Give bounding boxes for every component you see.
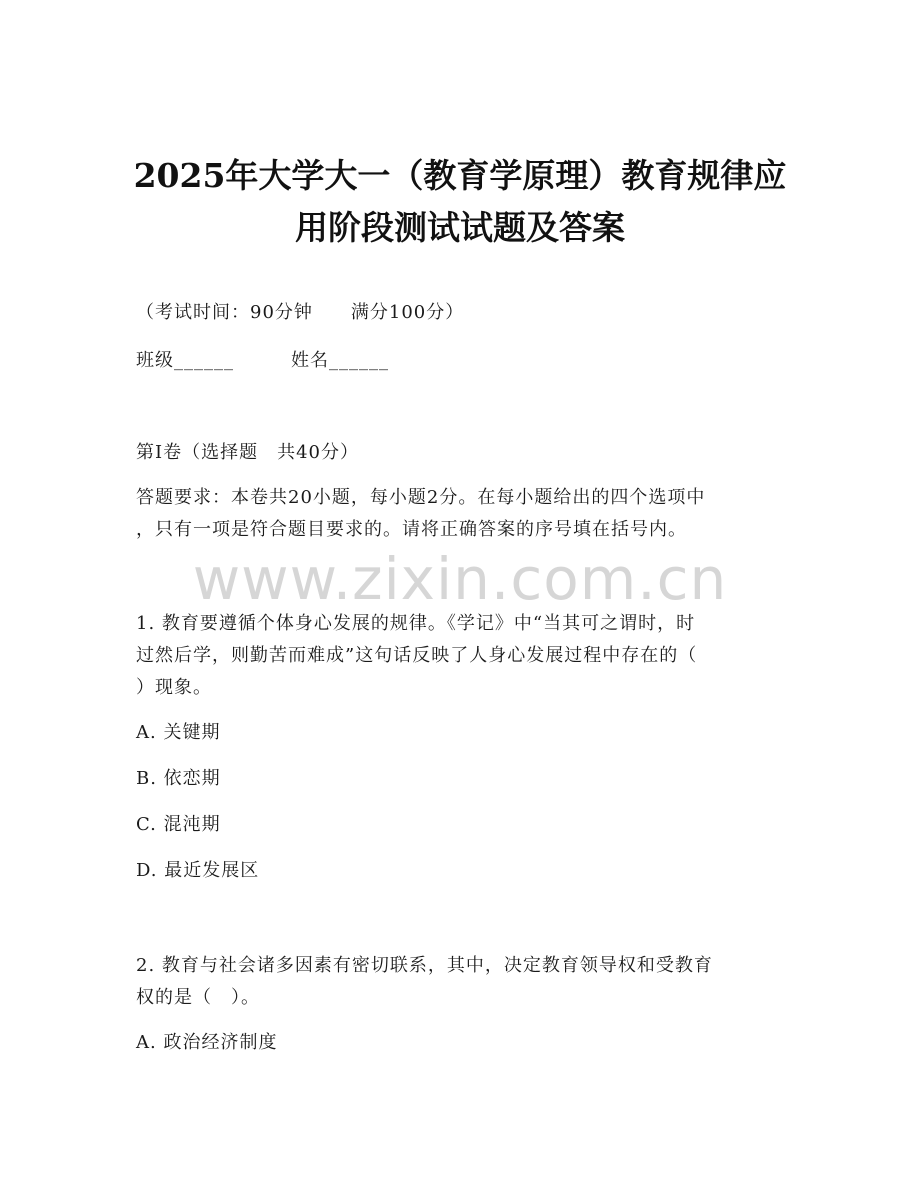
question-1-option-b: B. 依恋期 (136, 768, 221, 789)
question-1-stem-line-2: 过然后学，则勤苦而难成”这句话反映了人身心发展过程中存在的（ (136, 645, 698, 666)
instructions (136, 482, 786, 546)
question-1-option-c: C. 混沌期 (136, 814, 221, 835)
instructions-line-1: 答题要求：本卷共20小题，每小题2分。在每小题给出的四个选项中 (136, 487, 706, 508)
section-heading: 第Ⅰ卷（选择题 共40分） (136, 442, 360, 463)
instructions-line-2: ，只有一项是符合题目要求的。请将正确答案的序号填在括号内。 (136, 519, 687, 540)
exam-info: （考试时间：90分钟 满分100分） (136, 302, 465, 323)
title-line-1: 2025年大学大一（教育学原理）教育规律应 (133, 156, 787, 195)
question-1-stem-line-3: ）现象。 (136, 677, 212, 698)
question-1-stem-line-1: 1. 教育要遵循个体身心发展的规律。《学记》中“当其可之谓时，时 (136, 613, 696, 634)
name-class-fields: 班级______ 姓名______ (136, 350, 389, 371)
title-line-2: 用阶段测试试题及答案 (295, 208, 625, 247)
question-1-stem (136, 608, 786, 704)
question-2-stem-line-2: 权的是（ ）。 (136, 987, 260, 1008)
question-1-option-d: D. 最近发展区 (136, 860, 260, 881)
question-2-stem (136, 950, 786, 1014)
document-title (60, 150, 860, 254)
watermark: www.zixin.com.cn (192, 545, 728, 613)
question-2-stem-line-1: 2. 教育与社会诸多因素有密切联系，其中，决定教育领导权和受教育 (136, 955, 713, 976)
question-2-option-a: A. 政治经济制度 (136, 1032, 278, 1053)
question-1-option-a: A. 关键期 (136, 722, 221, 743)
